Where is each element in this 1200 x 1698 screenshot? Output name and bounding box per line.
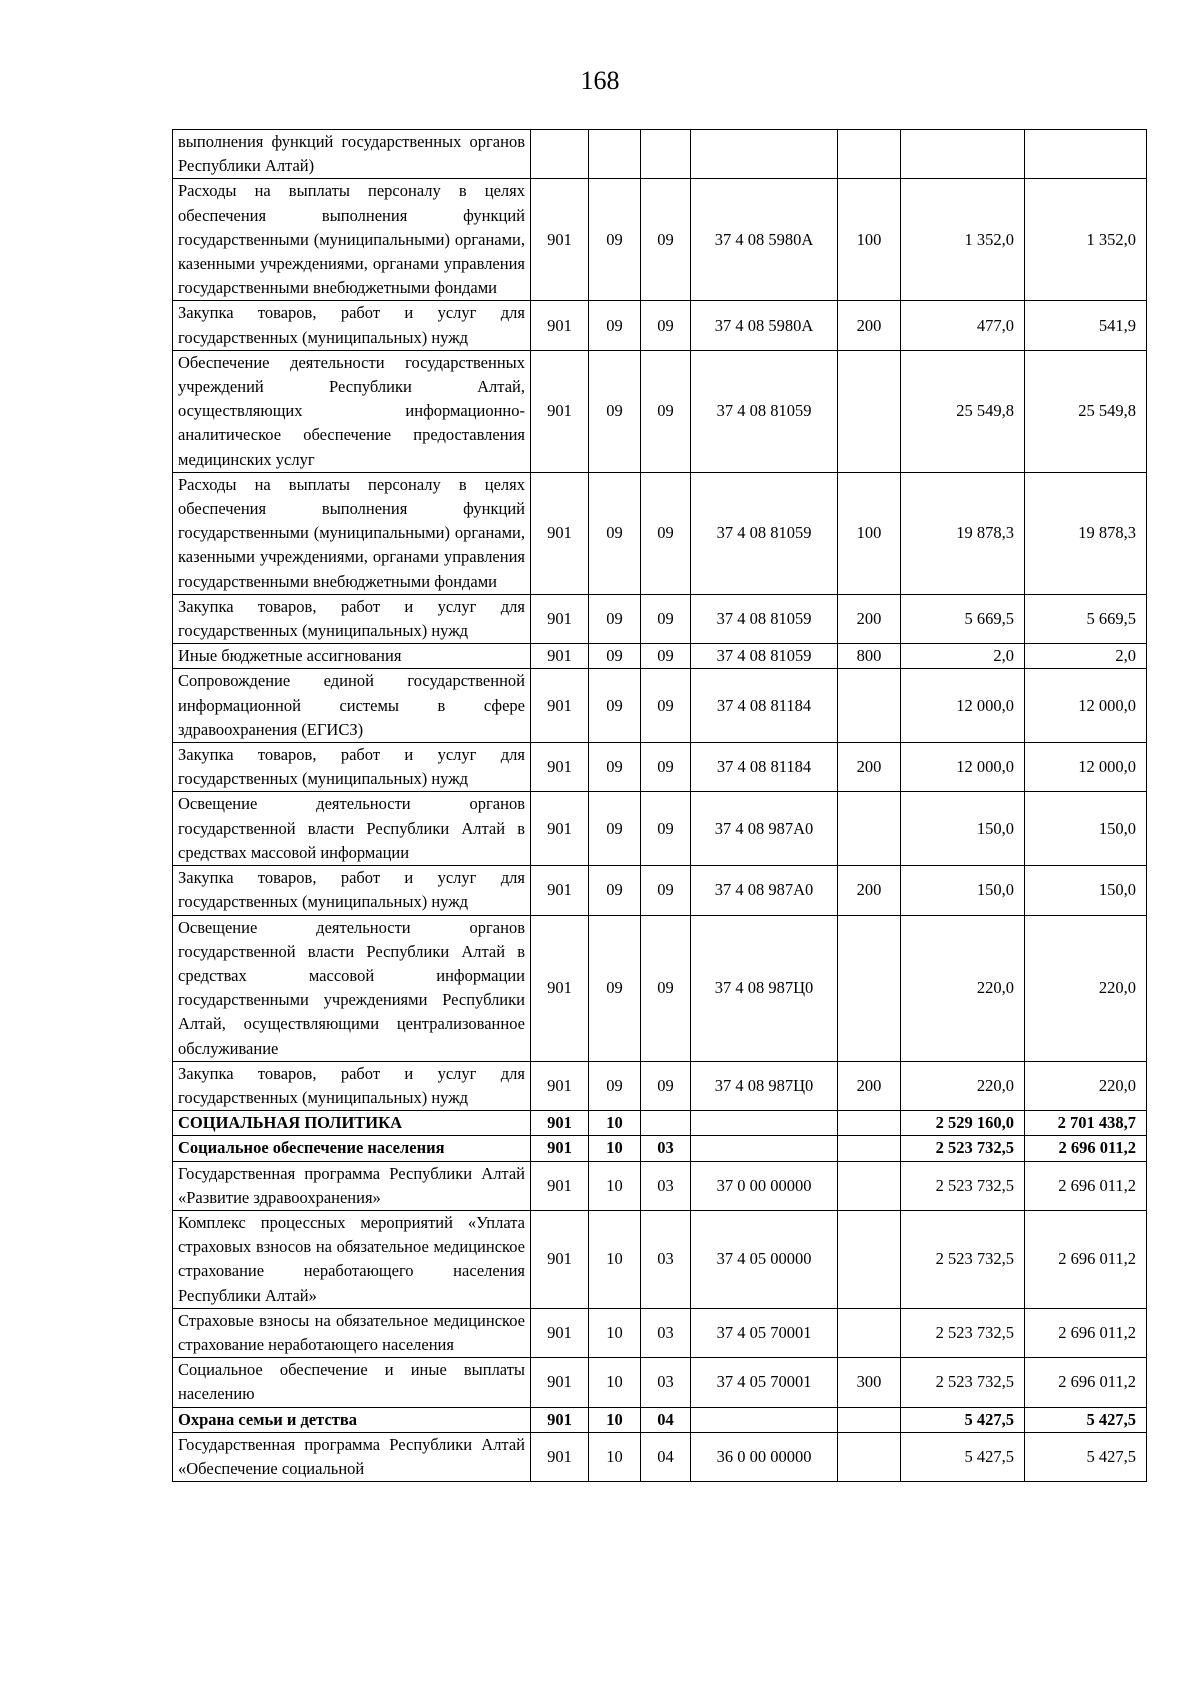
subsection-code-cell: 09 — [641, 915, 691, 1061]
expense-type-cell — [838, 1161, 901, 1210]
table-row — [173, 1061, 1147, 1110]
subsection-code-cell: 03 — [641, 1210, 691, 1308]
grbs-code-cell: 901 — [531, 594, 589, 643]
amount-year2-cell: 2,0 — [1025, 644, 1147, 669]
table-row — [173, 1407, 1147, 1432]
target-article-cell: 37 4 05 70001 — [691, 1358, 838, 1407]
amount-year2-cell: 150,0 — [1025, 866, 1147, 915]
grbs-code-cell: 901 — [531, 644, 589, 669]
table-row — [173, 1210, 1147, 1308]
target-article-cell: 37 4 08 987А0 — [691, 866, 838, 915]
grbs-code-cell: 901 — [531, 1358, 589, 1407]
expense-type-cell — [838, 669, 901, 743]
table-row — [173, 594, 1147, 643]
amount-year2-cell: 12 000,0 — [1025, 669, 1147, 743]
expense-type-cell — [838, 1111, 901, 1136]
amount-year2-cell: 25 549,8 — [1025, 350, 1147, 472]
target-article-cell: 37 4 08 987Ц0 — [691, 915, 838, 1061]
amount-year1-cell: 220,0 — [901, 915, 1025, 1061]
grbs-code-cell: 901 — [531, 1308, 589, 1357]
expense-name-cell: Расходы на выплаты персоналу в целях обеспечения выполнения функций государственными (муниципальными) органами, казенными учреждениями, органами управления государственными внебюджетными фондами — [173, 179, 531, 301]
expense-name-cell: Государственная программа Республики Алтай «Развитие здравоохранения» — [173, 1161, 531, 1210]
grbs-code-cell: 901 — [531, 1432, 589, 1481]
amount-year2-cell: 541,9 — [1025, 301, 1147, 350]
subsection-code-cell: 03 — [641, 1136, 691, 1161]
target-article-cell — [691, 1136, 838, 1161]
target-article-cell: 37 4 05 70001 — [691, 1308, 838, 1357]
target-article-cell — [691, 130, 838, 179]
section-code-cell: 09 — [589, 301, 641, 350]
expense-name-cell: Закупка товаров, работ и услуг для государственных (муниципальных) нужд — [173, 866, 531, 915]
subsection-code-cell: 03 — [641, 1358, 691, 1407]
subsection-code-cell: 09 — [641, 866, 691, 915]
expense-name-cell: Сопровождение единой государственной информационной системы в сфере здравоохранения (ЕГИСЗ) — [173, 669, 531, 743]
grbs-code-cell: 901 — [531, 1210, 589, 1308]
amount-year2-cell: 220,0 — [1025, 915, 1147, 1061]
section-code-cell: 09 — [589, 792, 641, 866]
amount-year1-cell — [901, 130, 1025, 179]
section-code-cell: 10 — [589, 1161, 641, 1210]
amount-year2-cell: 2 696 011,2 — [1025, 1161, 1147, 1210]
subsection-code-cell: 09 — [641, 644, 691, 669]
table-row — [173, 1161, 1147, 1210]
target-article-cell: 37 4 08 987Ц0 — [691, 1061, 838, 1110]
expense-type-cell: 200 — [838, 743, 901, 792]
amount-year1-cell: 25 549,8 — [901, 350, 1025, 472]
grbs-code-cell: 901 — [531, 1111, 589, 1136]
grbs-code-cell: 901 — [531, 669, 589, 743]
section-code-cell: 10 — [589, 1136, 641, 1161]
expense-type-cell — [838, 350, 901, 472]
expense-type-cell: 800 — [838, 644, 901, 669]
section-code-cell: 09 — [589, 866, 641, 915]
page-number: 168 — [580, 66, 620, 95]
amount-year1-cell: 2 523 732,5 — [901, 1358, 1025, 1407]
amount-year1-cell: 2,0 — [901, 644, 1025, 669]
amount-year1-cell: 2 523 732,5 — [901, 1136, 1025, 1161]
grbs-code-cell: 901 — [531, 1061, 589, 1110]
expense-name-cell: Комплекс процессных мероприятий «Уплата страховых взносов на обязательное медицинское страхование неработающего населения Республики Алтай» — [173, 1210, 531, 1308]
expense-name-cell: Социальное обеспечение и иные выплаты населению — [173, 1358, 531, 1407]
amount-year1-cell: 150,0 — [901, 866, 1025, 915]
subsection-code-cell — [641, 130, 691, 179]
section-code-cell: 09 — [589, 644, 641, 669]
expense-name-cell: Иные бюджетные ассигнования — [173, 644, 531, 669]
target-article-cell: 37 4 08 5980А — [691, 301, 838, 350]
budget-table — [172, 129, 1147, 1482]
expense-name-cell: Страховые взносы на обязательное медицинское страхование неработающего населения — [173, 1308, 531, 1357]
grbs-code-cell: 901 — [531, 1136, 589, 1161]
table-row — [173, 472, 1147, 594]
expense-type-cell: 300 — [838, 1358, 901, 1407]
section-code-cell: 10 — [589, 1407, 641, 1432]
expense-type-cell — [838, 1407, 901, 1432]
amount-year1-cell: 477,0 — [901, 301, 1025, 350]
amount-year2-cell: 2 696 011,2 — [1025, 1136, 1147, 1161]
expense-type-cell — [838, 915, 901, 1061]
amount-year2-cell: 12 000,0 — [1025, 743, 1147, 792]
expense-name-cell: Закупка товаров, работ и услуг для государственных (муниципальных) нужд — [173, 301, 531, 350]
grbs-code-cell: 901 — [531, 866, 589, 915]
subsection-code-cell — [641, 1111, 691, 1136]
expense-name-cell: Освещение деятельности органов государственной власти Республики Алтай в средствах массовой информации — [173, 792, 531, 866]
expense-type-cell: 200 — [838, 301, 901, 350]
section-code-cell: 10 — [589, 1358, 641, 1407]
grbs-code-cell: 901 — [531, 743, 589, 792]
amount-year2-cell: 2 696 011,2 — [1025, 1308, 1147, 1357]
amount-year2-cell: 19 878,3 — [1025, 472, 1147, 594]
subsection-code-cell: 04 — [641, 1407, 691, 1432]
amount-year1-cell: 1 352,0 — [901, 179, 1025, 301]
section-code-cell: 09 — [589, 669, 641, 743]
amount-year1-cell: 5 427,5 — [901, 1432, 1025, 1481]
grbs-code-cell: 901 — [531, 179, 589, 301]
table-row — [173, 1308, 1147, 1357]
target-article-cell: 37 4 05 00000 — [691, 1210, 838, 1308]
table-row — [173, 915, 1147, 1061]
target-article-cell — [691, 1111, 838, 1136]
target-article-cell: 37 4 08 81184 — [691, 743, 838, 792]
expense-type-cell: 200 — [838, 866, 901, 915]
section-code-cell: 09 — [589, 350, 641, 472]
table-row — [173, 1136, 1147, 1161]
grbs-code-cell: 901 — [531, 915, 589, 1061]
amount-year2-cell: 220,0 — [1025, 1061, 1147, 1110]
expense-name-cell: Расходы на выплаты персоналу в целях обеспечения выполнения функций государственными (муниципальными) органами, казенными учреждениями, органами управления государственными внебюджетными фондами — [173, 472, 531, 594]
target-article-cell: 37 4 08 5980А — [691, 179, 838, 301]
amount-year1-cell: 2 523 732,5 — [901, 1308, 1025, 1357]
section-code-cell: 10 — [589, 1308, 641, 1357]
expense-name-cell: Закупка товаров, работ и услуг для государственных (муниципальных) нужд — [173, 743, 531, 792]
expense-type-cell — [838, 792, 901, 866]
amount-year2-cell: 2 696 011,2 — [1025, 1358, 1147, 1407]
amount-year1-cell: 5 427,5 — [901, 1407, 1025, 1432]
amount-year2-cell: 2 696 011,2 — [1025, 1210, 1147, 1308]
grbs-code-cell: 901 — [531, 1407, 589, 1432]
section-code-cell: 09 — [589, 1061, 641, 1110]
amount-year1-cell: 2 523 732,5 — [901, 1161, 1025, 1210]
target-article-cell: 37 4 08 987А0 — [691, 792, 838, 866]
expense-name-cell: СОЦИАЛЬНАЯ ПОЛИТИКА — [173, 1111, 531, 1136]
grbs-code-cell: 901 — [531, 350, 589, 472]
section-code-cell: 09 — [589, 915, 641, 1061]
subsection-code-cell: 09 — [641, 179, 691, 301]
subsection-code-cell: 03 — [641, 1161, 691, 1210]
expense-type-cell — [838, 1432, 901, 1481]
table-row — [173, 179, 1147, 301]
table-row — [173, 669, 1147, 743]
amount-year2-cell: 150,0 — [1025, 792, 1147, 866]
table-body — [173, 130, 1147, 1482]
section-code-cell: 09 — [589, 179, 641, 301]
expense-name-cell: Социальное обеспечение населения — [173, 1136, 531, 1161]
amount-year2-cell: 5 427,5 — [1025, 1407, 1147, 1432]
expense-name-cell: Обеспечение деятельности государственных учреждений Республики Алтай, осуществляющих информационно-аналитическое обеспечение предоставления медицинских услуг — [173, 350, 531, 472]
amount-year2-cell: 5 669,5 — [1025, 594, 1147, 643]
table-row — [173, 1111, 1147, 1136]
expense-name-cell: Закупка товаров, работ и услуг для государственных (муниципальных) нужд — [173, 594, 531, 643]
target-article-cell: 37 0 00 00000 — [691, 1161, 838, 1210]
target-article-cell — [691, 1407, 838, 1432]
grbs-code-cell: 901 — [531, 1161, 589, 1210]
table-row — [173, 644, 1147, 669]
amount-year1-cell: 220,0 — [901, 1061, 1025, 1110]
table-row — [173, 1432, 1147, 1481]
expense-name-cell: выполнения функций государственных органов Республики Алтай) — [173, 130, 531, 179]
section-code-cell: 10 — [589, 1432, 641, 1481]
amount-year1-cell: 12 000,0 — [901, 669, 1025, 743]
amount-year1-cell: 19 878,3 — [901, 472, 1025, 594]
table-row — [173, 130, 1147, 179]
table-row — [173, 350, 1147, 472]
expense-type-cell: 200 — [838, 594, 901, 643]
subsection-code-cell: 09 — [641, 350, 691, 472]
section-code-cell: 09 — [589, 472, 641, 594]
subsection-code-cell: 03 — [641, 1308, 691, 1357]
expense-type-cell — [838, 1308, 901, 1357]
amount-year1-cell: 12 000,0 — [901, 743, 1025, 792]
amount-year2-cell: 2 701 438,7 — [1025, 1111, 1147, 1136]
amount-year1-cell: 2 523 732,5 — [901, 1210, 1025, 1308]
grbs-code-cell: 901 — [531, 792, 589, 866]
section-code-cell: 09 — [589, 743, 641, 792]
grbs-code-cell: 901 — [531, 472, 589, 594]
expense-name-cell: Закупка товаров, работ и услуг для государственных (муниципальных) нужд — [173, 1061, 531, 1110]
expense-name-cell: Государственная программа Республики Алтай «Обеспечение социальной — [173, 1432, 531, 1481]
expense-type-cell: 100 — [838, 179, 901, 301]
table-row — [173, 743, 1147, 792]
subsection-code-cell: 09 — [641, 594, 691, 643]
section-code-cell: 09 — [589, 594, 641, 643]
section-code-cell — [589, 130, 641, 179]
expense-type-cell: 100 — [838, 472, 901, 594]
expense-name-cell: Охрана семьи и детства — [173, 1407, 531, 1432]
expense-type-cell — [838, 1210, 901, 1308]
target-article-cell: 36 0 00 00000 — [691, 1432, 838, 1481]
section-code-cell: 10 — [589, 1210, 641, 1308]
amount-year2-cell — [1025, 130, 1147, 179]
subsection-code-cell: 09 — [641, 792, 691, 866]
table-row — [173, 301, 1147, 350]
target-article-cell: 37 4 08 81059 — [691, 594, 838, 643]
subsection-code-cell: 09 — [641, 743, 691, 792]
subsection-code-cell: 09 — [641, 669, 691, 743]
amount-year2-cell: 5 427,5 — [1025, 1432, 1147, 1481]
table-row — [173, 792, 1147, 866]
subsection-code-cell: 09 — [641, 1061, 691, 1110]
section-code-cell: 10 — [589, 1111, 641, 1136]
expense-type-cell: 200 — [838, 1061, 901, 1110]
target-article-cell: 37 4 08 81184 — [691, 669, 838, 743]
amount-year1-cell: 150,0 — [901, 792, 1025, 866]
table-row — [173, 1358, 1147, 1407]
amount-year1-cell: 5 669,5 — [901, 594, 1025, 643]
amount-year2-cell: 1 352,0 — [1025, 179, 1147, 301]
subsection-code-cell: 04 — [641, 1432, 691, 1481]
amount-year1-cell: 2 529 160,0 — [901, 1111, 1025, 1136]
expense-type-cell — [838, 1136, 901, 1161]
subsection-code-cell: 09 — [641, 472, 691, 594]
target-article-cell: 37 4 08 81059 — [691, 350, 838, 472]
table-row — [173, 866, 1147, 915]
target-article-cell: 37 4 08 81059 — [691, 644, 838, 669]
subsection-code-cell: 09 — [641, 301, 691, 350]
grbs-code-cell: 901 — [531, 301, 589, 350]
target-article-cell: 37 4 08 81059 — [691, 472, 838, 594]
grbs-code-cell — [531, 130, 589, 179]
expense-type-cell — [838, 130, 901, 179]
expense-name-cell: Освещение деятельности органов государственной власти Республики Алтай в средствах массовой информации государственными учреждениями Республики Алтай, осуществляющими централизованное обслуживание — [173, 915, 531, 1061]
